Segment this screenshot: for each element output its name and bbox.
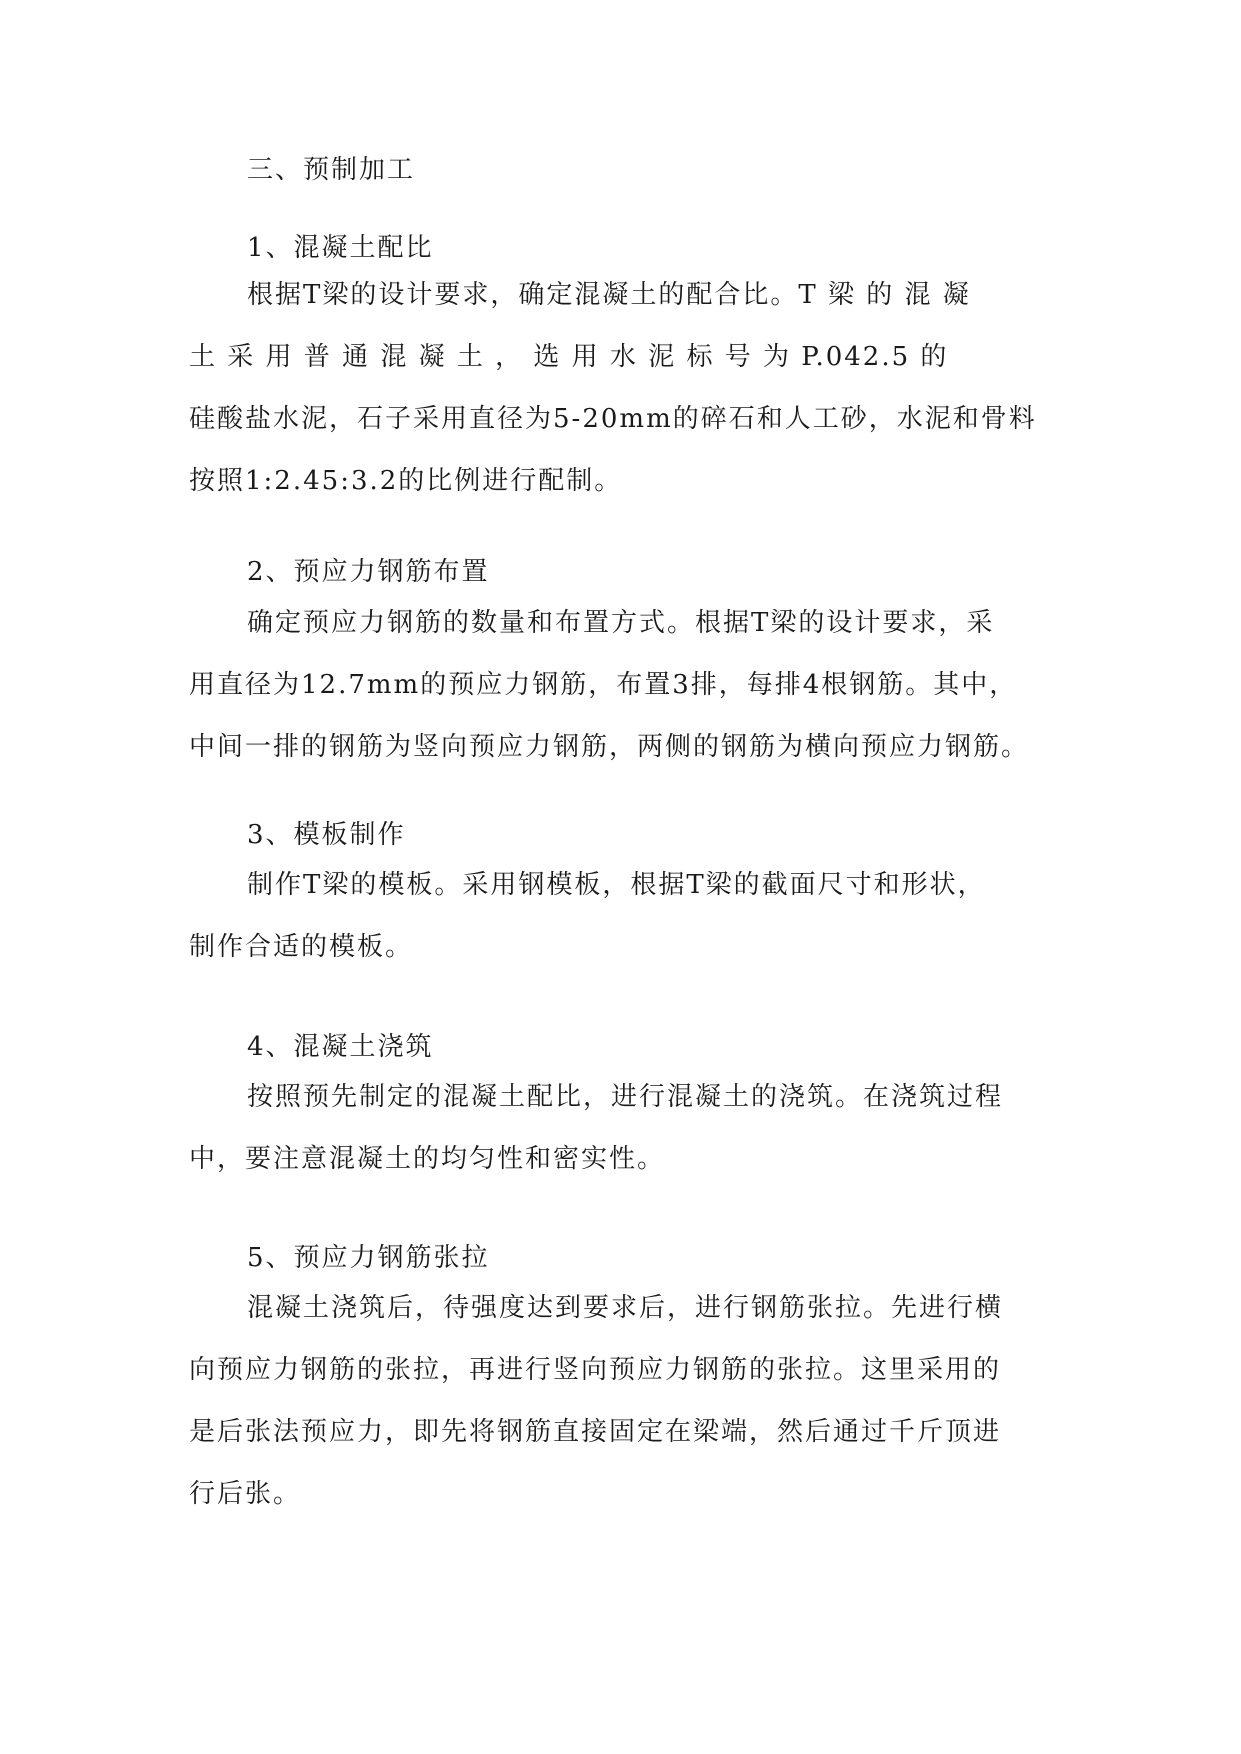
- paragraph-line: 按照预先制定的混凝土配比，进行混凝土的浇筑。在浇筑过程: [247, 1082, 1004, 1112]
- paragraph-line: 土 采 用 普 通 混 凝 土 ， 选 用 水 泥 标 号 为 P.042.5 的: [189, 342, 949, 372]
- paragraph-line: 硅酸盐水泥，石子采用直径为5-20mm的碎石和人工砂，水泥和骨料: [189, 404, 1037, 434]
- paragraph-prestress-layout: [189, 592, 1049, 778]
- paragraph-concrete-pouring: [189, 1066, 1049, 1190]
- paragraph-line: 按照1:2.45:3.2的比例进行配制。: [189, 466, 623, 496]
- paragraph-prestress-tensioning: [189, 1277, 1049, 1525]
- paragraph-line: 用直径为12.7mm的预应力钢筋，布置3排，每排4根钢筋。其中，: [189, 670, 1018, 700]
- paragraph-formwork: [189, 854, 1049, 978]
- paragraph-line: 向预应力钢筋的张拉，再进行竖向预应力钢筋的张拉。这里采用的: [189, 1355, 1002, 1385]
- paragraph-line: 行后张。: [189, 1479, 302, 1509]
- paragraph-line: 根据T梁的设计要求，确定混凝土的配合比。T 梁 的 混 凝: [247, 280, 971, 310]
- heading-concrete-mix: 1、混凝土配比: [247, 233, 434, 263]
- paragraph-concrete-mix: [189, 264, 1049, 512]
- paragraph-line: 中间一排的钢筋为竖向预应力钢筋，两侧的钢筋为横向预应力钢筋。: [189, 732, 1030, 762]
- paragraph-line: 制作合适的模板。: [189, 932, 414, 962]
- paragraph-line: 混凝土浇筑后，待强度达到要求后，进行钢筋张拉。先进行横: [247, 1293, 1004, 1323]
- heading-concrete-pouring: 4、混凝土浇筑: [247, 1032, 434, 1062]
- heading-formwork: 3、模板制作: [247, 820, 406, 850]
- paragraph-line: 是后张法预应力，即先将钢筋直接固定在梁端，然后通过千斤顶进: [189, 1417, 1002, 1447]
- paragraph-line: 中，要注意混凝土的均匀性和密实性。: [189, 1144, 666, 1174]
- heading-prestress-tensioning: 5、预应力钢筋张拉: [247, 1243, 490, 1273]
- paragraph-line: 确定预应力钢筋的数量和布置方式。根据T梁的设计要求，采: [247, 608, 995, 638]
- section-title: 三、预制加工: [247, 155, 416, 185]
- paragraph-line: 制作T梁的模板。采用钢模板，根据T梁的截面尺寸和形状，: [247, 870, 986, 900]
- heading-prestress-layout: 2、预应力钢筋布置: [247, 557, 490, 587]
